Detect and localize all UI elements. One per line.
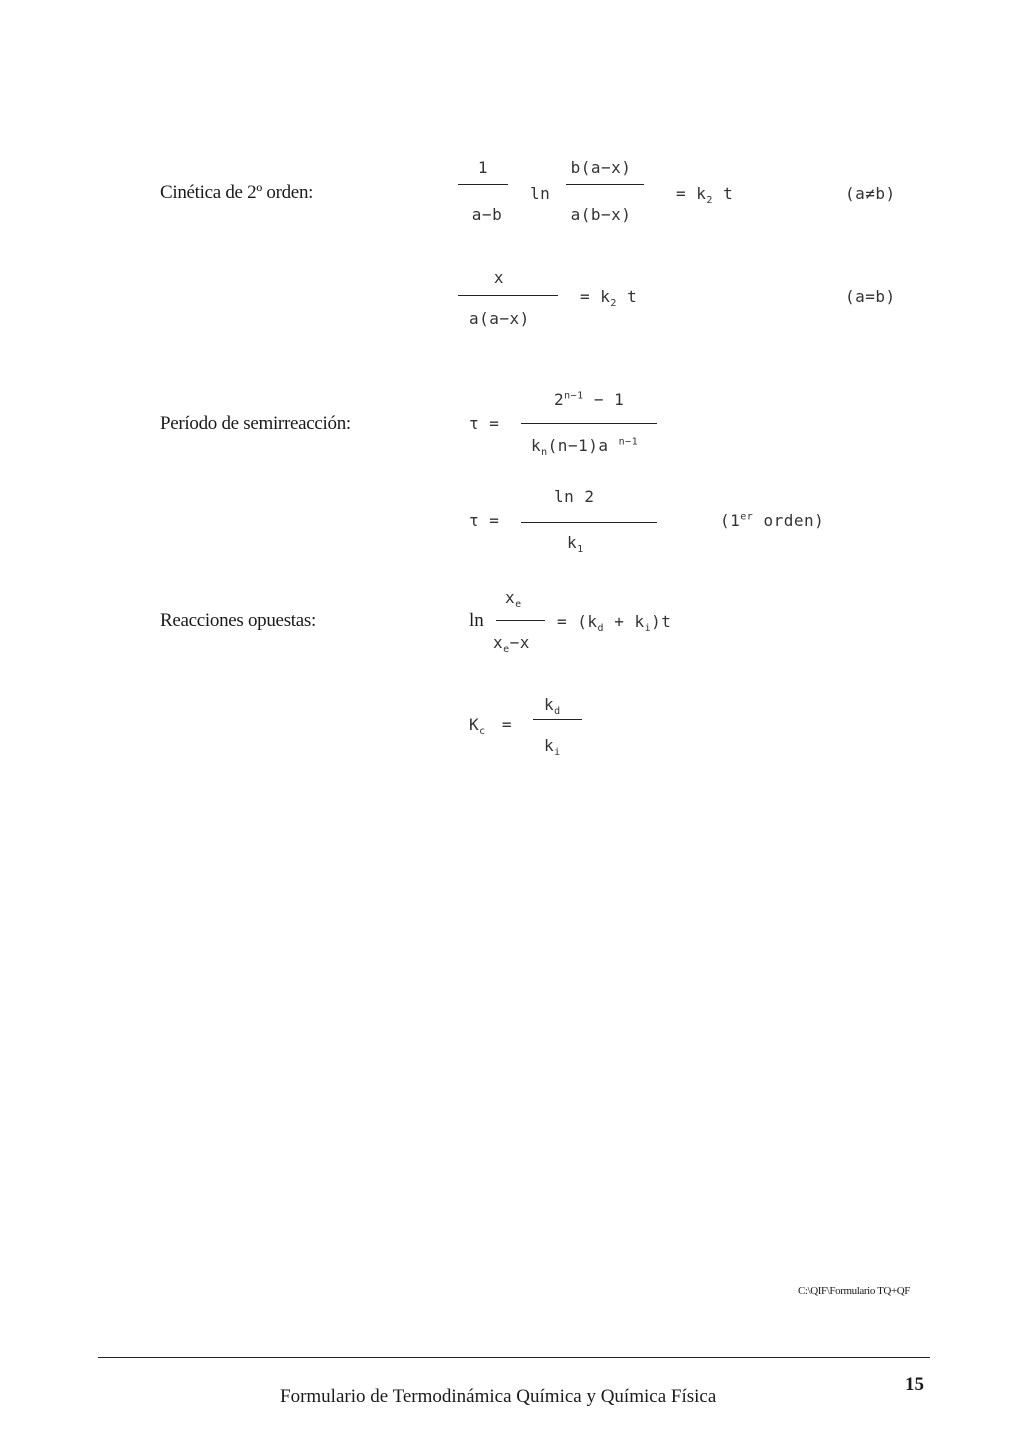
equation-lhs: τ = [469, 414, 500, 433]
page-number: 15 [905, 1374, 924, 1395]
ln-operator: ln [530, 184, 551, 203]
equation-lhs: τ = [469, 511, 500, 530]
coef-denominator: a−b [471, 205, 503, 224]
denominator: $x_e-x$ [493, 633, 530, 656]
equation-rhs: = $k_2$ t [580, 287, 638, 310]
fraction-bar [458, 184, 508, 185]
ln-operator: ln [469, 610, 484, 631]
fraction-bar [521, 522, 657, 523]
file-path: C:\QIF\Formulario TQ+QF [798, 1285, 911, 1297]
denominator: $k_n(n-1)a$ $^{n-1}$ [531, 436, 639, 459]
denominator: a(a−x) [469, 309, 530, 328]
denominator: $k_i$ [544, 736, 561, 759]
footer-divider [98, 1357, 930, 1358]
equation-rhs: = $(k_d + k_i)t$ [557, 612, 672, 635]
denominator: $k_1$ [567, 533, 584, 556]
condition-label: (a≠b) [845, 184, 896, 203]
fraction-bar [521, 423, 657, 424]
numerator: ln 2 [554, 487, 595, 506]
coef-numerator: 1 [477, 158, 489, 177]
order-note: (1er orden) [720, 511, 825, 530]
numerator: $x_e$ [505, 588, 522, 611]
log-numerator: b(a−x) [570, 158, 632, 177]
log-denominator: a(b−x) [570, 205, 632, 224]
equation-lhs: $K_c$ = [469, 715, 512, 738]
numerator: $2^{n-1} - 1$ [554, 390, 625, 409]
fraction-bar [566, 184, 644, 185]
fraction-bar [458, 295, 558, 296]
numerator: x [493, 268, 505, 287]
condition-label: (a=b) [845, 287, 896, 306]
section-label-half-life: Período de semirreacción: [160, 413, 351, 434]
equation-rhs: = $k_2$ t [676, 184, 734, 207]
fraction-bar [533, 719, 582, 720]
footer-title: Formulario de Termodinámica Química y Química Física [280, 1386, 717, 1407]
section-label-second-order: Cinética de 2º orden: [160, 182, 314, 203]
section-label-opposite: Reacciones opuestas: [160, 610, 316, 631]
numerator: $k_d$ [544, 695, 561, 718]
fraction-bar [496, 620, 545, 621]
